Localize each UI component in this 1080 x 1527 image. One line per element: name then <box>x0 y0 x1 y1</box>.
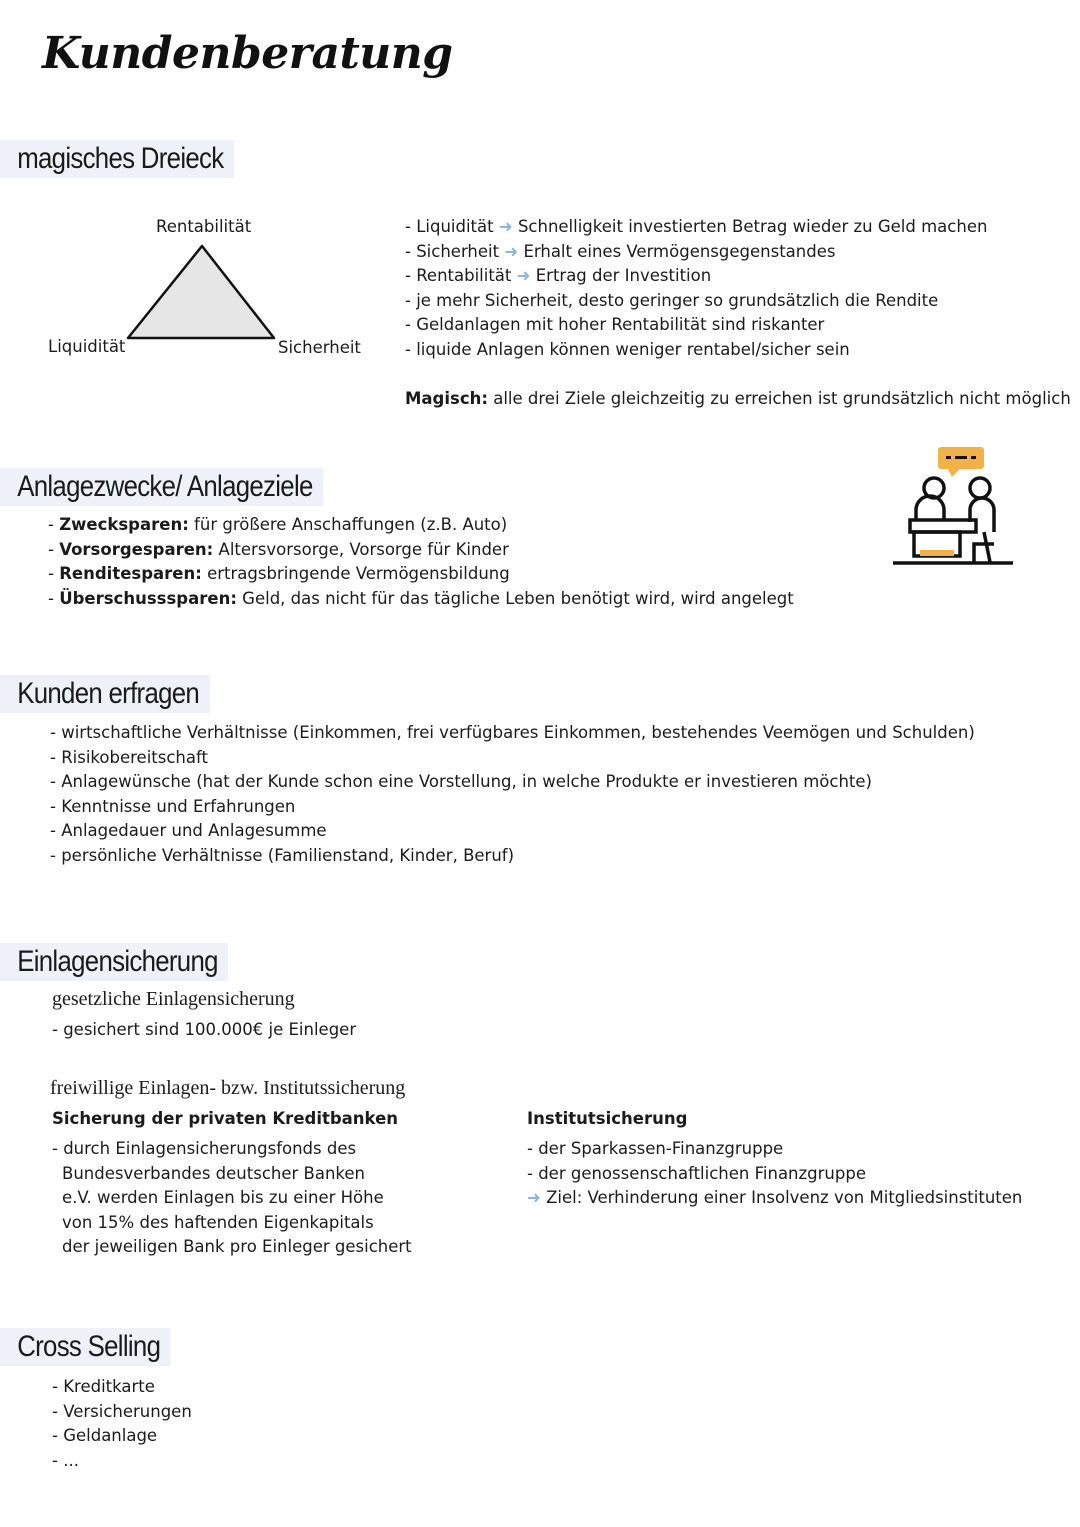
list-item: - Kreditkarte <box>52 1377 155 1396</box>
heading-cross-selling: Cross Selling <box>0 1328 171 1366</box>
triangle-label-top: Rentabilität <box>156 217 252 236</box>
list-item: - Anlagewünsche (hat der Kunde schon eine Vorstellung, in welche Produkte er investieren möchte) <box>50 772 872 791</box>
freiwillig-title: freiwillige Einlagen- bzw. Institutssicherung <box>50 1077 406 1099</box>
list-item: - Versicherungen <box>52 1401 192 1421</box>
list-item: ➜ Ziel: Verhinderung einer Insolvenz von Mitgliedsinstituten <box>527 1188 1023 1207</box>
list-item: - je mehr Sicherheit, desto geringer so grundsätzlich die Rendite <box>405 290 939 310</box>
list-item: - Kenntnisse und Erfahrungen <box>50 796 296 816</box>
list-item: - Renditesparen: ertragsbringende Vermögensbildung <box>48 564 510 583</box>
magisch-note: Magisch: alle drei Ziele gleichzeitig zu erreichen ist grundsätzlich nicht möglich <box>405 388 1071 408</box>
heading-einlagensicherung: Einlagensicherung <box>0 943 228 981</box>
triangle-label-right: Sicherheit <box>278 338 361 357</box>
privat-title: Sicherung der privaten Kreditbanken <box>52 1109 399 1128</box>
triangle-diagram <box>120 238 285 348</box>
gesetzlich-title: gesetzliche Einlagensicherung <box>52 988 295 1010</box>
list-item: - persönliche Verhältnisse (Familienstand, Kinder, Beruf) <box>50 845 515 865</box>
list-item: - Überschusssparen: Geld, das nicht für das tägliche Leben benötigt wird, wird angelegt <box>48 588 794 608</box>
list-item: - Sicherheit ➜ Erhalt eines Vermögensgegenstandes <box>405 241 836 261</box>
page-title: Kundenberatung <box>42 28 453 79</box>
gesetzlich-text: - gesichert sind 100.000€ je Einleger <box>52 1020 357 1039</box>
heading-magisches-dreieck: magisches Dreieck <box>0 140 234 178</box>
list-item: - Rentabilität ➜ Ertrag der Investition <box>405 266 712 285</box>
dreieck-explanations <box>405 215 1071 411</box>
list-item: - der Sparkassen-Finanzgruppe <box>527 1139 784 1158</box>
institut-title: Institutsicherung <box>527 1109 688 1128</box>
arrow-right-icon: ➜ <box>504 241 519 261</box>
list-item: - Anlagedauer und Anlagesumme <box>50 821 327 840</box>
list-item: - liquide Anlagen können weniger rentabel/sicher sein <box>405 339 850 359</box>
list-item: - Vorsorgesparen: Altersvorsorge, Vorsorge für Kinder <box>48 539 509 559</box>
heading-kunden-erfragen: Kunden erfragen <box>0 675 209 713</box>
list-item: - Liquidität ➜ Schnelligkeit investierten Betrag wieder zu Geld machen <box>405 217 988 236</box>
list-item: - Geldanlage <box>52 1426 158 1445</box>
list-item: - wirtschaftliche Verhältnisse (Einkommen, frei verfügbares Einkommen, bestehendes Veemögen und Schulden) <box>50 723 975 742</box>
list-item: - ... <box>52 1450 79 1470</box>
arrow-right-icon: ➜ <box>527 1188 541 1207</box>
arrow-right-icon: ➜ <box>498 217 513 236</box>
erfragen-list <box>50 721 975 868</box>
institut-text <box>527 1137 1022 1211</box>
heading-anlageziele: Anlagezwecke/ Anlageziele <box>0 468 323 506</box>
consultation-icon <box>890 444 1016 568</box>
triangle-label-left: Liquidität <box>48 337 126 356</box>
list-item: - Risikobereitschaft <box>50 747 208 767</box>
list-item: - der genossenschaftlichen Finanzgruppe <box>527 1163 866 1183</box>
list-item: - Geldanlagen mit hoher Rentabilität sind riskanter <box>405 315 825 334</box>
privat-text: - durch Einlagensicherungsfonds des Bundesverbandes deutscher Banken e.V. werden Einlagen bis zu einer Höhe von 15% des haftenden Eigenkapitals der jeweiligen Bank pro Einleger gesichert <box>52 1139 412 1256</box>
anlageziele-list <box>48 513 794 611</box>
list-item: - Zwecksparen: für größere Anschaffungen (z.B. Auto) <box>48 515 508 534</box>
arrow-right-icon: ➜ <box>516 266 531 285</box>
cross-list <box>52 1375 192 1473</box>
